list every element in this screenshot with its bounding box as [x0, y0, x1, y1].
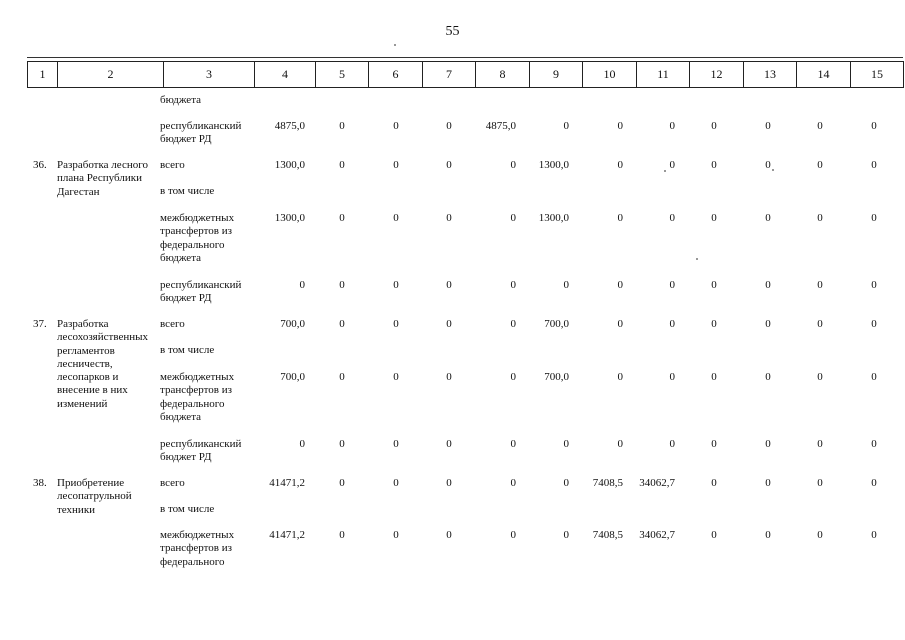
- row-value: 0: [339, 279, 345, 291]
- row-value: 0: [669, 318, 675, 330]
- scan-speck: [394, 44, 396, 46]
- row-value: 0: [393, 438, 399, 450]
- scan-speck: [696, 258, 698, 260]
- column-header: 1: [28, 62, 58, 88]
- column-header: 10: [583, 62, 637, 88]
- row-value: 0: [446, 212, 452, 224]
- row-value: 0: [339, 529, 345, 541]
- row-value: 0: [446, 529, 452, 541]
- row-funding-type: республиканский бюджет РД: [160, 120, 242, 146]
- row-value: 1300,0: [538, 212, 569, 224]
- row-value: 0: [339, 371, 345, 383]
- row-number: 37.: [33, 318, 47, 330]
- row-value: 0: [339, 477, 345, 489]
- row-value: 0: [711, 212, 717, 224]
- column-header: 13: [744, 62, 797, 88]
- row-value: 0: [669, 120, 675, 132]
- row-value: 0: [871, 371, 877, 383]
- row-value: 7408,5: [592, 529, 623, 541]
- row-value: 0: [393, 159, 399, 171]
- row-value: 0: [711, 318, 717, 330]
- column-header: 6: [369, 62, 423, 88]
- row-value: 0: [510, 529, 516, 541]
- row-funding-type: межбюджетных трансфертов из федерального бюджета: [160, 212, 235, 264]
- row-funding-type: в том числе: [160, 344, 215, 356]
- row-value: 0: [339, 159, 345, 171]
- row-value: 0: [871, 318, 877, 330]
- row-funding-type: бюджета: [160, 94, 202, 106]
- column-header: 3: [164, 62, 255, 88]
- row-value: 0: [711, 477, 717, 489]
- row-value: 0: [817, 529, 823, 541]
- column-header: 9: [530, 62, 583, 88]
- row-value: 0: [711, 371, 717, 383]
- row-value: 41471,2: [269, 477, 305, 489]
- row-value: 0: [563, 477, 569, 489]
- row-value: 700,0: [280, 371, 305, 383]
- row-value: 0: [393, 529, 399, 541]
- row-value: 0: [765, 318, 771, 330]
- row-funding-type: всего: [160, 477, 185, 489]
- row-title: Разработка лесохозяйственных регламентов лесничеств, лесопарков и внесение в них изменений: [57, 318, 148, 410]
- row-value: 0: [669, 159, 675, 171]
- row-value: 0: [711, 529, 717, 541]
- row-value: 0: [617, 212, 623, 224]
- row-value: 0: [339, 120, 345, 132]
- row-value: 41471,2: [269, 529, 305, 541]
- row-value: 0: [393, 212, 399, 224]
- column-header: 8: [476, 62, 530, 88]
- column-header: 2: [58, 62, 164, 88]
- row-funding-type: межбюджетных трансфертов из федерального: [160, 529, 235, 568]
- row-number: 36.: [33, 159, 47, 171]
- row-funding-type: всего: [160, 159, 185, 171]
- row-value: 0: [617, 371, 623, 383]
- row-value: 4875,0: [485, 120, 516, 132]
- row-value: 0: [871, 529, 877, 541]
- column-header: 12: [690, 62, 744, 88]
- row-value: 0: [765, 438, 771, 450]
- column-header: 5: [316, 62, 369, 88]
- top-rule: [27, 57, 903, 58]
- column-header: 11: [637, 62, 690, 88]
- row-value: 0: [299, 279, 305, 291]
- row-value: 0: [393, 371, 399, 383]
- row-value: 0: [817, 120, 823, 132]
- column-header: 15: [851, 62, 904, 88]
- row-value: 0: [339, 212, 345, 224]
- row-funding-type: республиканский бюджет РД: [160, 438, 242, 464]
- page-number: 55: [445, 24, 460, 39]
- row-value: 34062,7: [639, 477, 675, 489]
- row-value: 0: [339, 318, 345, 330]
- row-value: 0: [617, 438, 623, 450]
- row-funding-type: всего: [160, 318, 185, 330]
- row-value: 0: [871, 212, 877, 224]
- row-value: 1300,0: [538, 159, 569, 171]
- row-value: 0: [817, 318, 823, 330]
- row-value: 0: [817, 371, 823, 383]
- row-value: 700,0: [280, 318, 305, 330]
- row-funding-type: межбюджетных трансфертов из федерального бюджета: [160, 371, 235, 423]
- column-header: 4: [255, 62, 316, 88]
- row-value: 0: [563, 279, 569, 291]
- row-value: 0: [510, 371, 516, 383]
- row-value: 0: [669, 212, 675, 224]
- row-value: 0: [817, 279, 823, 291]
- row-title: Приобретение лесопатрульной техники: [57, 477, 132, 516]
- row-value: 0: [510, 477, 516, 489]
- row-value: 0: [393, 477, 399, 489]
- row-value: 0: [765, 159, 771, 171]
- row-value: 0: [871, 279, 877, 291]
- row-value: 0: [871, 159, 877, 171]
- row-value: 0: [669, 279, 675, 291]
- row-value: 0: [711, 279, 717, 291]
- row-value: 0: [711, 120, 717, 132]
- row-value: 0: [871, 120, 877, 132]
- row-value: 0: [765, 529, 771, 541]
- row-value: 1300,0: [274, 159, 305, 171]
- row-value: 0: [817, 212, 823, 224]
- row-title: Разработка лесного плана Республики Дагестан: [57, 159, 148, 198]
- row-value: 0: [617, 318, 623, 330]
- row-value: 700,0: [544, 371, 569, 383]
- row-funding-type: в том числе: [160, 503, 215, 515]
- row-value: 0: [711, 438, 717, 450]
- row-value: 0: [510, 279, 516, 291]
- row-value: 0: [765, 477, 771, 489]
- row-value: 0: [765, 279, 771, 291]
- row-value: 0: [446, 159, 452, 171]
- row-value: 0: [393, 279, 399, 291]
- row-value: 0: [446, 318, 452, 330]
- column-header: 14: [797, 62, 851, 88]
- row-value: 1300,0: [274, 212, 305, 224]
- row-value: 0: [339, 438, 345, 450]
- row-value: 0: [446, 279, 452, 291]
- row-value: 7408,5: [592, 477, 623, 489]
- row-number: 38.: [33, 477, 47, 489]
- column-header-row: [27, 61, 904, 88]
- row-value: 0: [669, 371, 675, 383]
- row-value: 0: [446, 477, 452, 489]
- row-value: 0: [817, 159, 823, 171]
- row-value: 0: [765, 212, 771, 224]
- row-funding-type: республиканский бюджет РД: [160, 279, 242, 305]
- row-value: 700,0: [544, 318, 569, 330]
- row-funding-type: в том числе: [160, 185, 215, 197]
- row-value: 0: [510, 159, 516, 171]
- row-value: 0: [446, 120, 452, 132]
- row-value: 0: [563, 120, 569, 132]
- row-value: 0: [617, 279, 623, 291]
- row-value: 0: [711, 159, 717, 171]
- row-value: 0: [817, 438, 823, 450]
- row-value: 0: [871, 438, 877, 450]
- row-value: 0: [669, 438, 675, 450]
- row-value: 0: [871, 477, 877, 489]
- row-value: 0: [765, 120, 771, 132]
- column-header: 7: [423, 62, 476, 88]
- row-value: 0: [393, 120, 399, 132]
- row-value: 0: [563, 529, 569, 541]
- row-value: 0: [299, 438, 305, 450]
- row-value: 0: [563, 438, 569, 450]
- row-value: 0: [510, 212, 516, 224]
- row-value: 0: [510, 438, 516, 450]
- row-value: 0: [446, 371, 452, 383]
- row-value: 0: [510, 318, 516, 330]
- row-value: 0: [617, 159, 623, 171]
- row-value: 0: [765, 371, 771, 383]
- row-value: 0: [617, 120, 623, 132]
- row-value: 34062,7: [639, 529, 675, 541]
- row-value: 0: [446, 438, 452, 450]
- row-value: 0: [817, 477, 823, 489]
- row-value: 4875,0: [274, 120, 305, 132]
- row-value: 0: [393, 318, 399, 330]
